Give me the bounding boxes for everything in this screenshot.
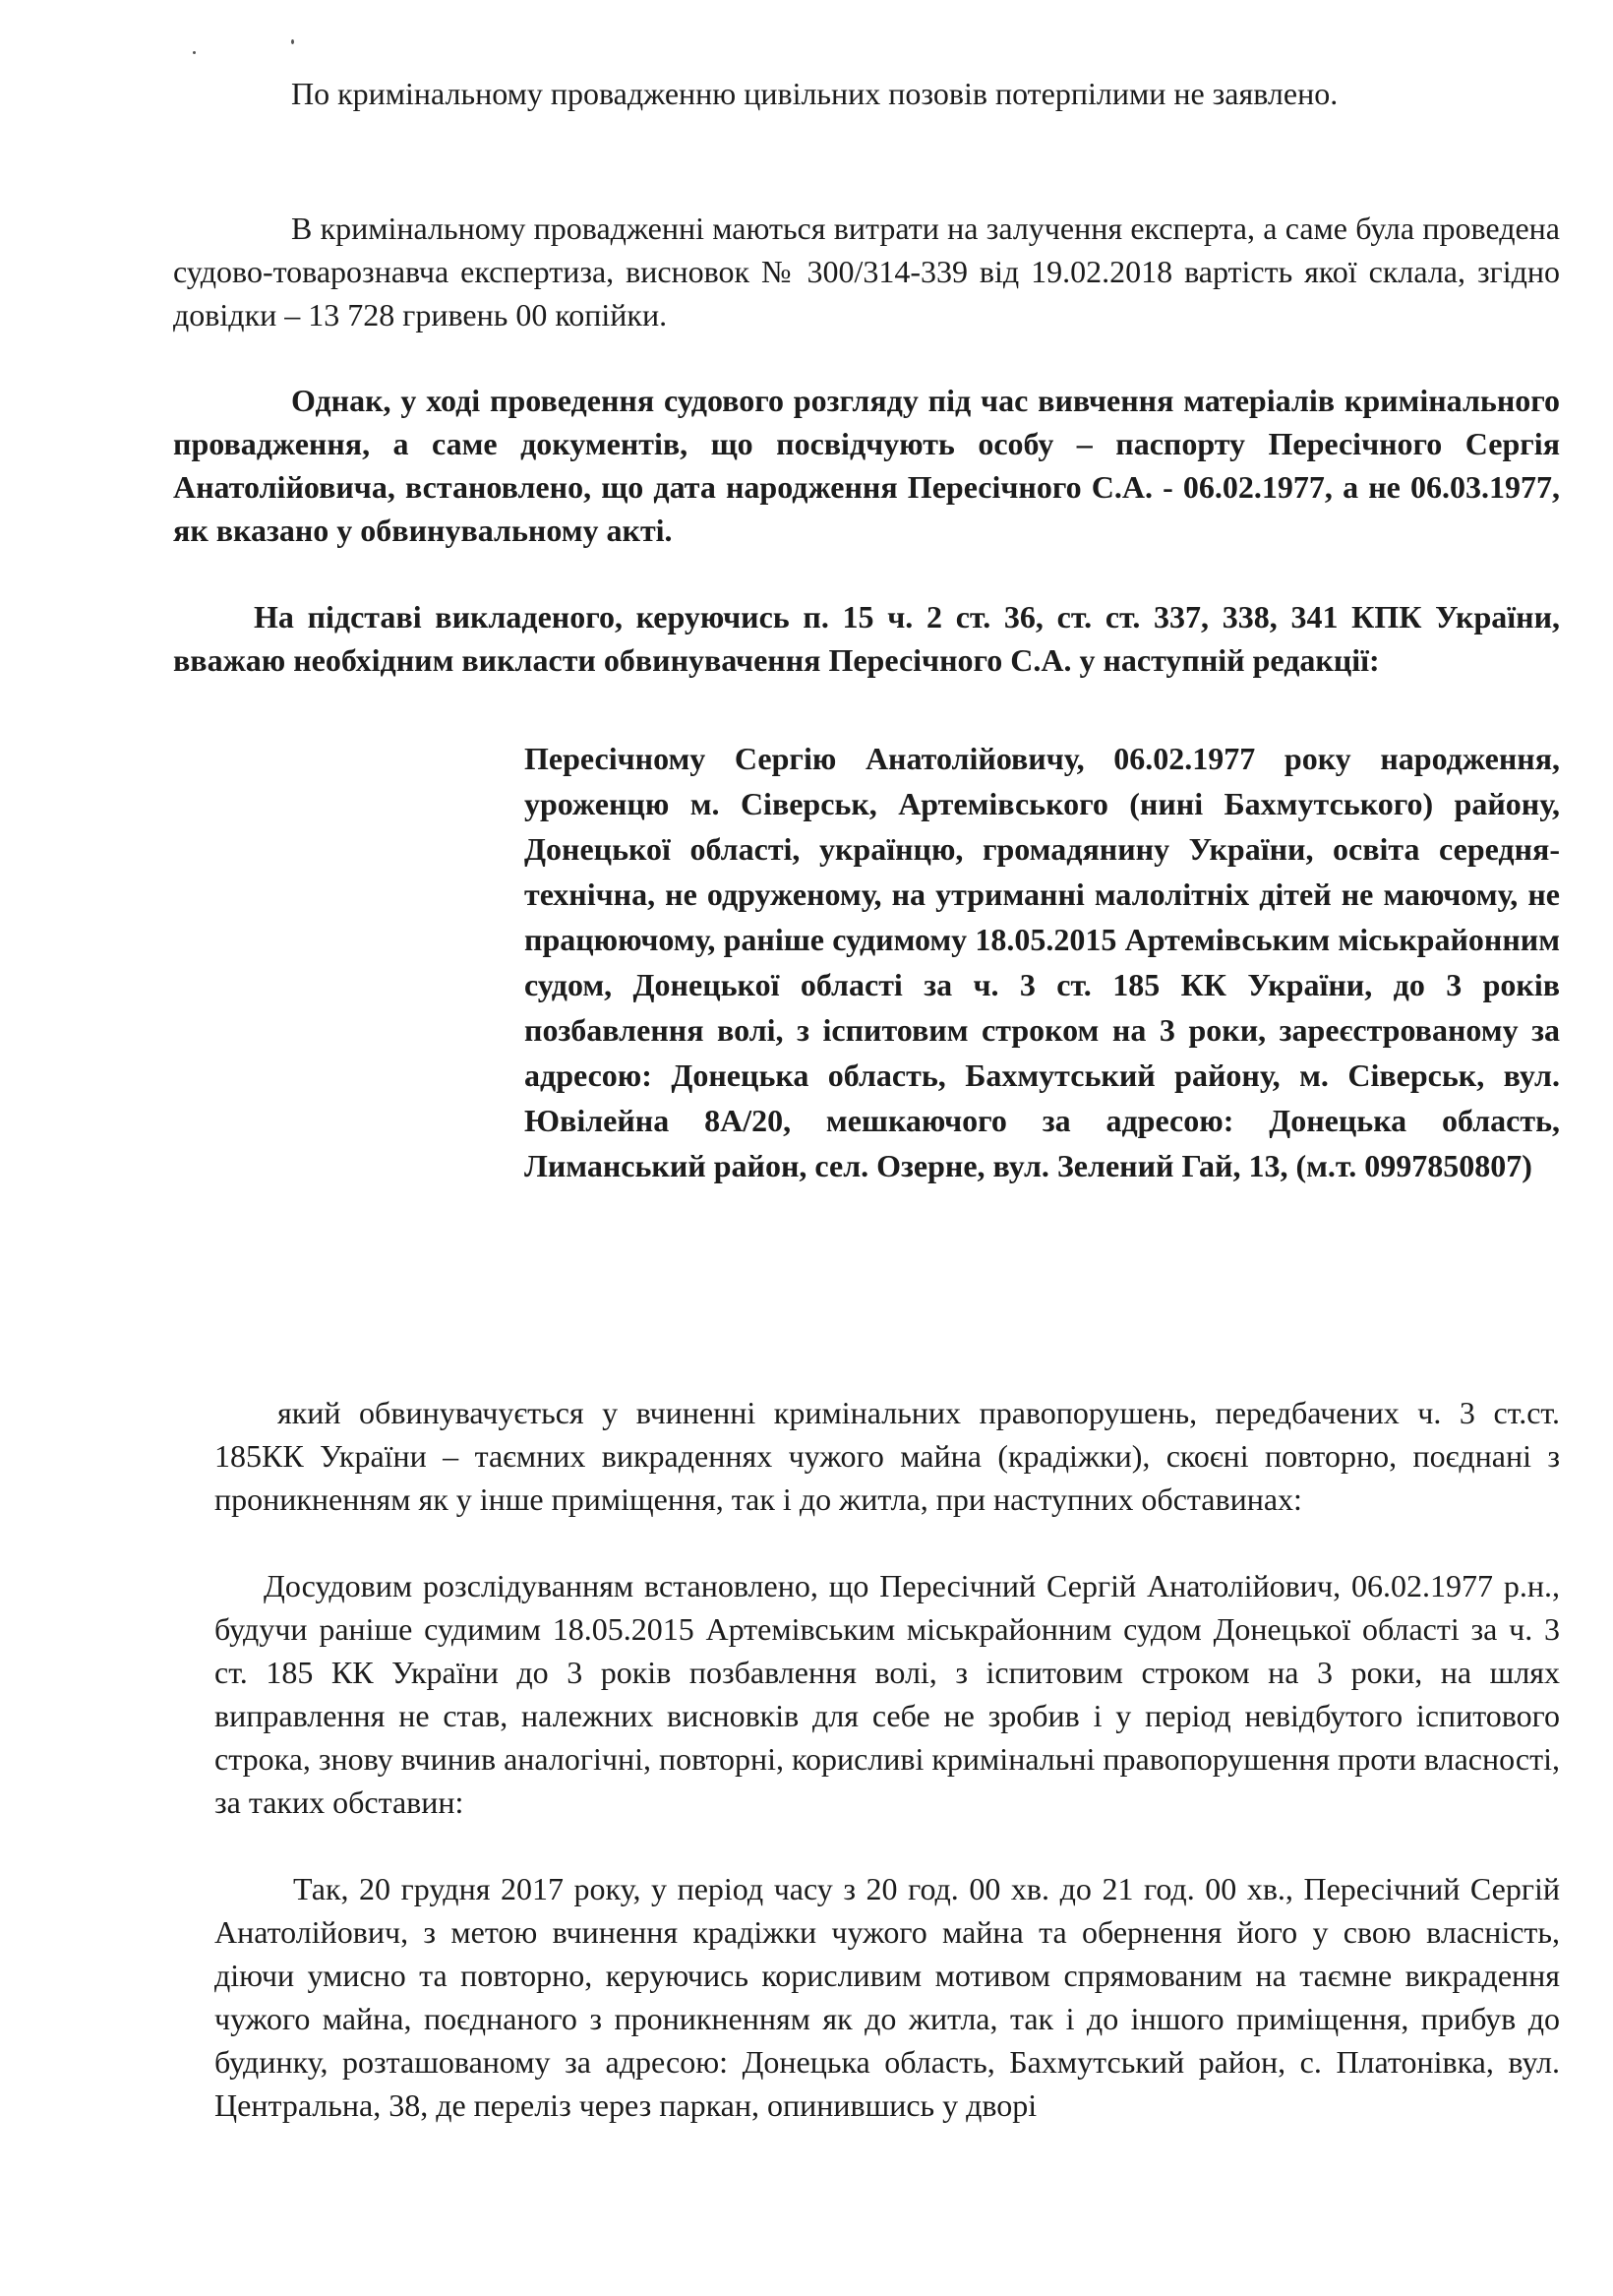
paragraph-legal-basis: На підставі викладеного, керуючись п. 15 ч. 2 ст. 36, ст. ст. 337, 338, 341 КПК України, вважаю необхідним викласти обвинувачення Пересічного С.А. у наступній редакції: [173, 599, 1560, 678]
paragraph-defendant-details: Пересічному Сергію Анатолійовичу, 06.02.1977 року народження, уроженцю м. Сіверськ, Артемівського (нині Бахмутського) району, Донецької області, українцю, громадянину України, освіта середня-технічна, не одруженому, на утриманні малолітніх дітей не маючому, не працюючому, раніше судимому 18.05.2015 Артемівським міськрайонним судом, Донецької області за ч. 3 ст. 185 КК України, до 3 років позбавлення волі, з іспитовим строком на 3 роки, зареєстрованому за адресою: Донецька область, Бахмутський району, м. Сіверськ, вул. Ювілейна 8А/20, мешкаючого за адресою: Донецька область, Лиманський район, сел. Озерне, вул. Зелений Гай, 13, (м.т. 0997850807) [524, 741, 1560, 1183]
paragraph-civil-claims: По кримінальному провадженню цивільних позовів потерпілими не заявлено. [291, 76, 1339, 111]
scan-speck [291, 39, 294, 44]
scan-speck [193, 51, 196, 54]
paragraph-expert-costs: В кримінальному провадженні маються витрати на залучення експерта, а саме була проведена судово-товарознавча експертиза, висновок № 300/314-339 від 19.02.2018 вартість якої склала, згідно довідки – 13 728 гривень 00 копійки. [173, 211, 1560, 332]
paragraph-circumstances: Так, 20 грудня 2017 року, у період часу з 20 год. 00 хв. до 21 год. 00 хв., Пересічний Сергій Анатолійович, з метою вчинення крадіжки чужого майна та обернення його у свою власність, діючи умисно та повторно, керуючись корисливим мотивом спрямованим на таємне викрадення чужого майна, поєднаного з проникненням як до житла, так і до іншого приміщення, прибув до будинку, розташованому за адресою: Донецька область, Бахмутський район, с. Платонівка, вул. Центральна, 38, де переліз через паркан, опинившись у дворі [214, 1871, 1560, 2123]
paragraph-charge: який обвинувачується у вчиненні кримінальних правопорушень, передбачених ч. 3 ст.ст. 185КК України – таємних викраденнях чужого майна (крадіжки), скоєні повторно, поєднані з проникненням як у інше приміщення, так і до житла, при наступних обставинах: [214, 1395, 1560, 1517]
paragraph-birthdate-correction: Однак, у ході проведення судового розгляду під час вивчення матеріалів кримінального провадження, а саме документів, що посвідчують особу – паспорту Пересічного Сергія Анатолійовича, встановлено, що дата народження Пересічного С.А. - 06.02.1977, а не 06.03.1977, як вказано у обвинувальному акті. [173, 383, 1560, 548]
paragraph-investigation: Досудовим розслідуванням встановлено, що Пересічний Сергій Анатолійович, 06.02.1977 р.н., будучи раніше судимим 18.05.2015 Артемівським міськрайонним судом Донецької області за ч. 3 ст. 185 КК України до 3 років позбавлення волі, з іспитовим строком на 3 роки, на шлях виправлення не став, належних висновків для себе не зробив і у період невідбутого іспитового строка, знову вчинив аналогічні, повторні, корисливі кримінальні правопорушення проти власності, за таких обставин: [214, 1568, 1560, 1820]
